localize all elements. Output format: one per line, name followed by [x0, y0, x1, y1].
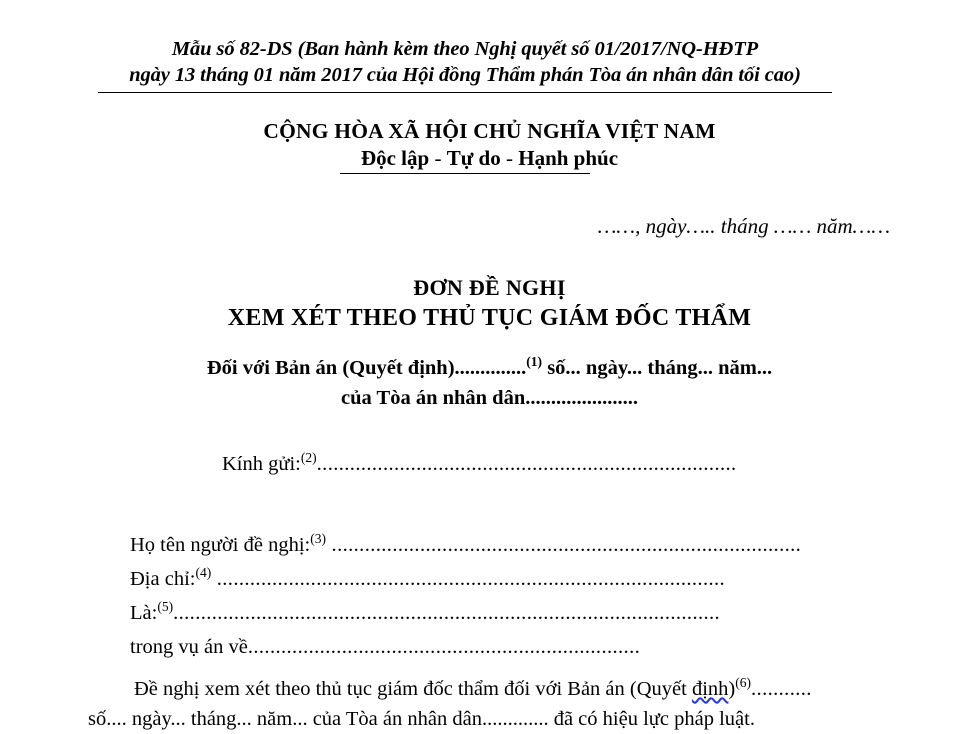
field-label-role: Là:	[130, 602, 158, 624]
document-title-line-2: XEM XÉT THEO THỦ TỤC GIÁM ĐỐC THẨM	[227, 305, 752, 331]
field-row-case-subject	[130, 630, 890, 664]
header-divider-rule	[98, 92, 832, 93]
footnote-marker-4: (4)	[195, 565, 212, 581]
form-fields	[130, 528, 890, 664]
motto-separator-2: -	[500, 146, 519, 170]
closing-line-1	[88, 674, 968, 704]
subject-line-2: của Tòa án nhân dân......................	[341, 387, 638, 409]
motto-part-happiness: Hạnh phúc	[518, 146, 619, 170]
document-title-line-1: ĐƠN ĐỀ NGHỊ	[413, 275, 566, 300]
form-reference-line-2: ngày 13 tháng 01 năm 2017 của Hội đồng Thẩm phán Tòa án nhân dân tối cao)	[129, 64, 801, 86]
field-label-address: Địa chỉ:	[130, 568, 196, 590]
closing-line-1-prefix: Đề nghị xem xét theo thủ tục giám đốc thẩm đối với Bản án (Quyết	[134, 678, 692, 700]
field-dot-leader-address: ............................................................................................	[211, 568, 726, 590]
subject-line-1-text: Đối với Bản án (Quyết định)..............	[206, 357, 527, 379]
subject-line-1-suffix: số... ngày... tháng... năm...	[542, 357, 773, 379]
closing-line-1-paren: )	[728, 678, 736, 700]
closing-line-2: số.... ngày... tháng... năm... của Tòa án nhân dân............. đã có hiệu lực pháp luật.	[88, 708, 755, 730]
footnote-marker-2: (2)	[300, 450, 317, 466]
field-row-role	[130, 596, 890, 630]
field-dot-leader-role: ...................................................................................................	[173, 602, 721, 624]
field-label-case-subject: trong vụ án về	[130, 636, 248, 658]
motto-part-independence: Độc lập	[360, 146, 430, 170]
form-reference-line-1: Mẫu số 82-DS (Ban hành kèm theo Nghị quyết số 01/2017/NQ-HĐTP	[171, 38, 759, 60]
country-name: CỘNG HÒA XÃ HỘI CHỦ NGHĨA VIỆT NAM	[263, 119, 716, 143]
footnote-marker-1: (1)	[526, 354, 543, 370]
closing-line-1-dot-leader: ...........	[751, 678, 812, 700]
field-row-address	[130, 562, 890, 596]
document-title	[0, 273, 979, 334]
recipient-dot-leader: ............................................................................	[316, 453, 737, 475]
field-label-applicant-name: Họ tên người đề nghị:	[130, 534, 311, 556]
form-reference-header	[98, 36, 832, 88]
subject-block	[0, 353, 979, 413]
recipient-label: Kính gửi:	[222, 453, 301, 475]
national-motto	[0, 145, 979, 172]
field-row-applicant-name	[130, 528, 890, 562]
field-dot-leader-applicant-name: .....................................................................................	[326, 534, 802, 556]
motto-separator-1: -	[429, 146, 447, 170]
spellcheck-flagged-word: định	[691, 678, 729, 700]
closing-paragraph	[88, 674, 968, 734]
motto-part-freedom: Tự do	[446, 146, 501, 170]
date-line: ……, ngày….. tháng …… năm……	[597, 214, 890, 238]
field-dot-leader-case-subject: .......................................................................	[247, 636, 641, 658]
recipient-line	[222, 450, 737, 478]
footnote-marker-3: (3)	[310, 531, 327, 547]
motto-underline-rule	[340, 173, 590, 174]
subject-line-1	[0, 353, 979, 383]
footnote-marker-5: (5)	[157, 599, 174, 615]
national-heading	[0, 118, 979, 172]
footnote-marker-6: (6)	[735, 675, 752, 691]
